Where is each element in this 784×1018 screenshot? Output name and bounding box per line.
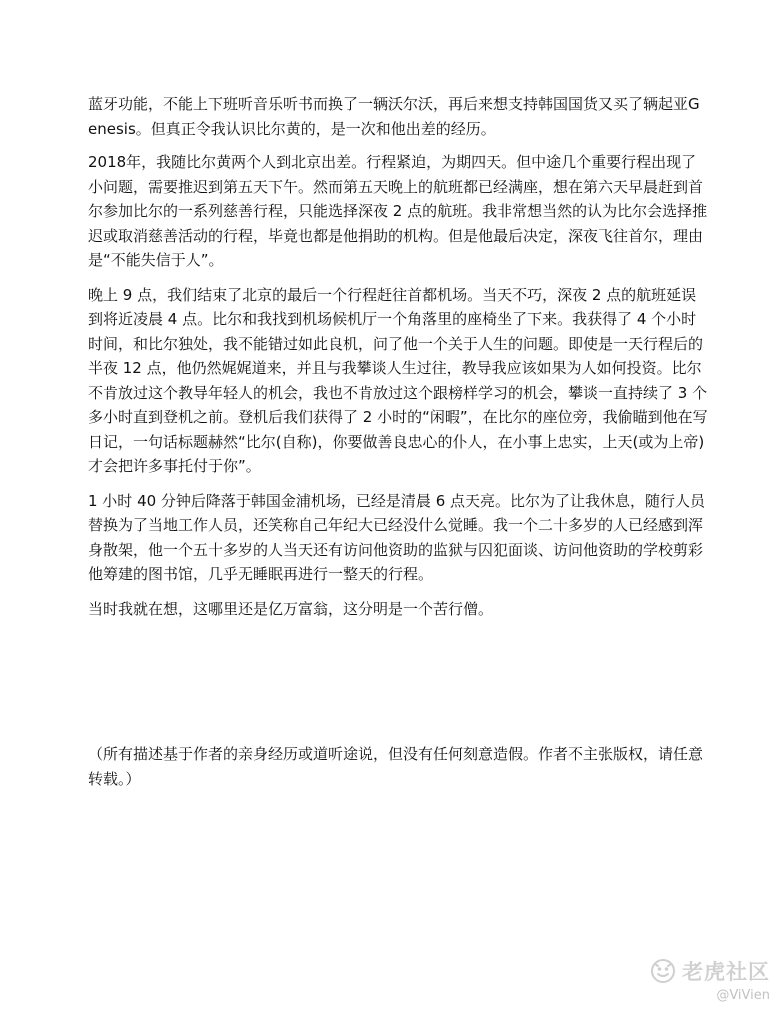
watermark-username: @ViVien xyxy=(716,988,770,1003)
paragraph-4: 1 小时 40 分钟后降落于韩国金浦机场，已经是清晨 6 点天亮。比尔为了让我休息，随行人员替换为了当地工作人员，还笑称自己年纪大已经没什么觉睡。我一个二十多岁的人已经感到浑身散架，他一个五十多岁的人当天还有访问他资助的监狱与囚犯面谈、访问他资助的学校剪彩他筹建的图书馆，几乎无睡眠再进行一整天的行程。 xyxy=(88,491,706,583)
watermark xyxy=(630,956,770,1016)
watermark-site-name: 老虎社区 xyxy=(682,960,770,984)
disclaimer-footnote: （所有描述基于作者的亲身经历或道听途说，但没有任何刻意造假。作者不主张版权，请任意转载。） xyxy=(88,745,704,788)
tiger-community-logo-icon xyxy=(650,958,676,984)
watermark-brand xyxy=(630,956,770,986)
paragraph-2: 2018年，我随比尔黄两个人到北京出差。行程紧迫，为期四天。但中途几个重要行程出现了小问题，需要推迟到第五天下午。然而第五天晚上的航班都已经满座，想在第六天早晨赶到首尔参加比尔的一系列慈善行程，只能选择深夜 2 点的航班。我非常想当然的认为比尔会选择推迟或取消慈善活动的行程，毕竟也都是他捐助的机构。但是他最后决定，深夜飞往首尔，理由是“不能失信于人”。 xyxy=(88,153,708,269)
paragraph-3: 晚上 9 点，我们结束了北京的最后一个行程赶往首都机场。当天不巧，深夜 2 点的航班延误到将近凌晨 4 点。比尔和我找到机场候机厅一个角落里的座椅坐了下来。我获得了 4 个小时时间，和比尔独处，我不能错过如此良机，问了他一个关于人生的问题。即使是一天行程后的半夜 12 点，他仍然娓娓道来，并且与我攀谈人生过往，教导我应该如果为人如何投资。比尔不肯放过这个教导年轻人的机会，我也不肯放过这个跟榜样学习的机会，攀谈一直持续了 3 个多小时直到登机之前。登机后我们获得了 2 小时的“闲暇”，在比尔的座位旁，我偷瞄到他在写日记，一句话标题赫然“比尔(自称)，你要做善良忠心的仆人，在小事上忠实，上天(或为上帝)才会把许多事托付于你”。 xyxy=(88,285,708,475)
paragraph-1: 蓝牙功能，不能上下班听音乐听书而换了一辆沃尔沃，再后来想支持韩国国货又买了辆起亚Genesis。但真正令我认识比尔黄的，是一次和他出差的经历。 xyxy=(88,95,700,138)
paragraph-5: 当时我就在想，这哪里还是亿万富翁，这分明是一个苦行僧。 xyxy=(88,599,494,618)
article-body xyxy=(88,92,708,621)
